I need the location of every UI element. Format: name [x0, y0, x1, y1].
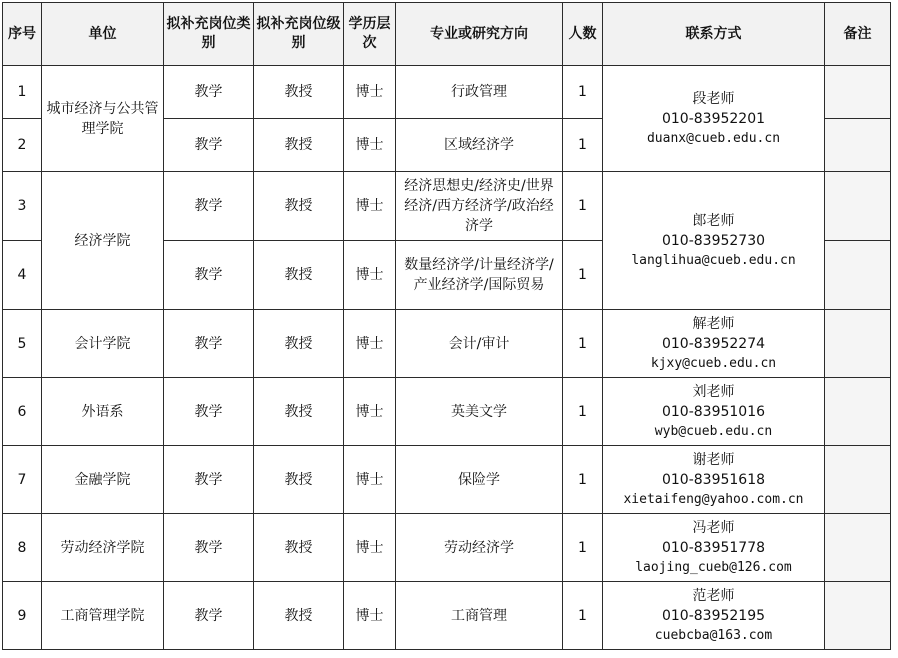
degree-cell: 博士: [344, 119, 396, 172]
count-cell: 1: [563, 446, 603, 514]
major-cell: 经济思想史/经济史/世界经济/西方经济学/政治经济学: [396, 172, 563, 241]
contact-name: 冯老师: [692, 519, 735, 536]
count-cell: 1: [563, 66, 603, 119]
major-cell: 区域经济学: [396, 119, 563, 172]
contact-phone: 010-83951618: [661, 471, 766, 488]
seq-cell: 7: [3, 446, 42, 514]
post-type-cell: 教学: [164, 66, 254, 119]
table-row: [3, 66, 891, 119]
note-cell: [825, 378, 891, 446]
contact-name: 刘老师: [692, 383, 735, 400]
note-cell: [825, 119, 891, 172]
contact-email: cuebcba@163.com: [654, 627, 773, 643]
major-cell: 工商管理: [396, 582, 563, 650]
degree-cell: 博士: [344, 172, 396, 241]
count-cell: 1: [563, 582, 603, 650]
table-row: [3, 514, 891, 582]
contact-email: wyb@cueb.edu.cn: [654, 423, 773, 439]
contact-phone: 010-83952201: [661, 110, 766, 127]
major-cell: 会计/审计: [396, 310, 563, 378]
positions-table: [2, 2, 891, 650]
seq-cell: 5: [3, 310, 42, 378]
contact-name: 解老师: [692, 315, 735, 332]
note-cell: [825, 514, 891, 582]
degree-cell: 博士: [344, 514, 396, 582]
degree-cell: 博士: [344, 378, 396, 446]
degree-cell: 博士: [344, 241, 396, 310]
contact-email: kjxy@cueb.edu.cn: [650, 355, 777, 371]
contact-cell: [603, 378, 825, 446]
post-type-cell: 教学: [164, 582, 254, 650]
contact-cell: [603, 66, 825, 172]
header-note: 备注: [825, 3, 891, 66]
contact-name: 范老师: [692, 587, 735, 604]
note-cell: [825, 310, 891, 378]
post-level-cell: 教授: [254, 66, 344, 119]
count-cell: 1: [563, 241, 603, 310]
degree-cell: 博士: [344, 66, 396, 119]
post-type-cell: 教学: [164, 378, 254, 446]
degree-cell: 博士: [344, 446, 396, 514]
contact-email: xietaifeng@yahoo.com.cn: [623, 491, 804, 507]
header-degree: 学历层次: [344, 3, 396, 66]
unit-cell: 工商管理学院: [42, 582, 164, 650]
note-cell: [825, 241, 891, 310]
count-cell: 1: [563, 378, 603, 446]
contact-cell: [603, 514, 825, 582]
major-cell: 数量经济学/计量经济学/产业经济学/国际贸易: [396, 241, 563, 310]
contact-cell: [603, 446, 825, 514]
seq-cell: 8: [3, 514, 42, 582]
table-row: [3, 172, 891, 241]
post-type-cell: 教学: [164, 446, 254, 514]
seq-cell: 6: [3, 378, 42, 446]
major-cell: 行政管理: [396, 66, 563, 119]
note-cell: [825, 582, 891, 650]
seq-cell: 3: [3, 172, 42, 241]
unit-cell: 劳动经济学院: [42, 514, 164, 582]
header-row: [3, 3, 891, 66]
post-level-cell: 教授: [254, 514, 344, 582]
post-level-cell: 教授: [254, 241, 344, 310]
post-type-cell: 教学: [164, 514, 254, 582]
header-post-type: 拟补充岗位类别: [164, 3, 254, 66]
contact-cell: [603, 310, 825, 378]
contact-phone: 010-83951016: [661, 403, 766, 420]
unit-cell: 经济学院: [42, 172, 164, 310]
seq-cell: 2: [3, 119, 42, 172]
contact-email: duanx@cueb.edu.cn: [646, 130, 781, 146]
contact-email: laojing_cueb@126.com: [635, 559, 792, 575]
contact-email: langlihua@cueb.edu.cn: [631, 252, 796, 268]
count-cell: 1: [563, 514, 603, 582]
seq-cell: 9: [3, 582, 42, 650]
post-type-cell: 教学: [164, 119, 254, 172]
degree-cell: 博士: [344, 310, 396, 378]
degree-cell: 博士: [344, 582, 396, 650]
contact-phone: 010-83952195: [661, 607, 766, 624]
header-count: 人数: [563, 3, 603, 66]
post-level-cell: 教授: [254, 172, 344, 241]
header-unit: 单位: [42, 3, 164, 66]
unit-cell: 金融学院: [42, 446, 164, 514]
post-type-cell: 教学: [164, 172, 254, 241]
table-row: [3, 378, 891, 446]
major-cell: 保险学: [396, 446, 563, 514]
note-cell: [825, 172, 891, 241]
unit-cell: 会计学院: [42, 310, 164, 378]
contact-phone: 010-83952730: [661, 232, 766, 249]
contact-name: 郎老师: [692, 212, 735, 229]
contact-phone: 010-83951778: [661, 539, 766, 556]
header-contact: 联系方式: [603, 3, 825, 66]
unit-cell: 外语系: [42, 378, 164, 446]
post-level-cell: 教授: [254, 582, 344, 650]
major-cell: 劳动经济学: [396, 514, 563, 582]
contact-name: 谢老师: [692, 451, 735, 468]
seq-cell: 1: [3, 66, 42, 119]
header-post-level: 拟补充岗位级别: [254, 3, 344, 66]
post-level-cell: 教授: [254, 119, 344, 172]
unit-cell: 城市经济与公共管理学院: [42, 66, 164, 172]
count-cell: 1: [563, 172, 603, 241]
table-row: [3, 446, 891, 514]
table-row: [3, 582, 891, 650]
contact-cell: [603, 582, 825, 650]
count-cell: 1: [563, 310, 603, 378]
contact-cell: [603, 172, 825, 310]
table-row: [3, 310, 891, 378]
post-level-cell: 教授: [254, 446, 344, 514]
header-major: 专业或研究方向: [396, 3, 563, 66]
note-cell: [825, 446, 891, 514]
post-level-cell: 教授: [254, 378, 344, 446]
major-cell: 英美文学: [396, 378, 563, 446]
contact-phone: 010-83952274: [661, 335, 766, 352]
note-cell: [825, 66, 891, 119]
post-type-cell: 教学: [164, 310, 254, 378]
count-cell: 1: [563, 119, 603, 172]
post-level-cell: 教授: [254, 310, 344, 378]
post-type-cell: 教学: [164, 241, 254, 310]
contact-name: 段老师: [692, 90, 735, 107]
seq-cell: 4: [3, 241, 42, 310]
header-seq: 序号: [3, 3, 42, 66]
